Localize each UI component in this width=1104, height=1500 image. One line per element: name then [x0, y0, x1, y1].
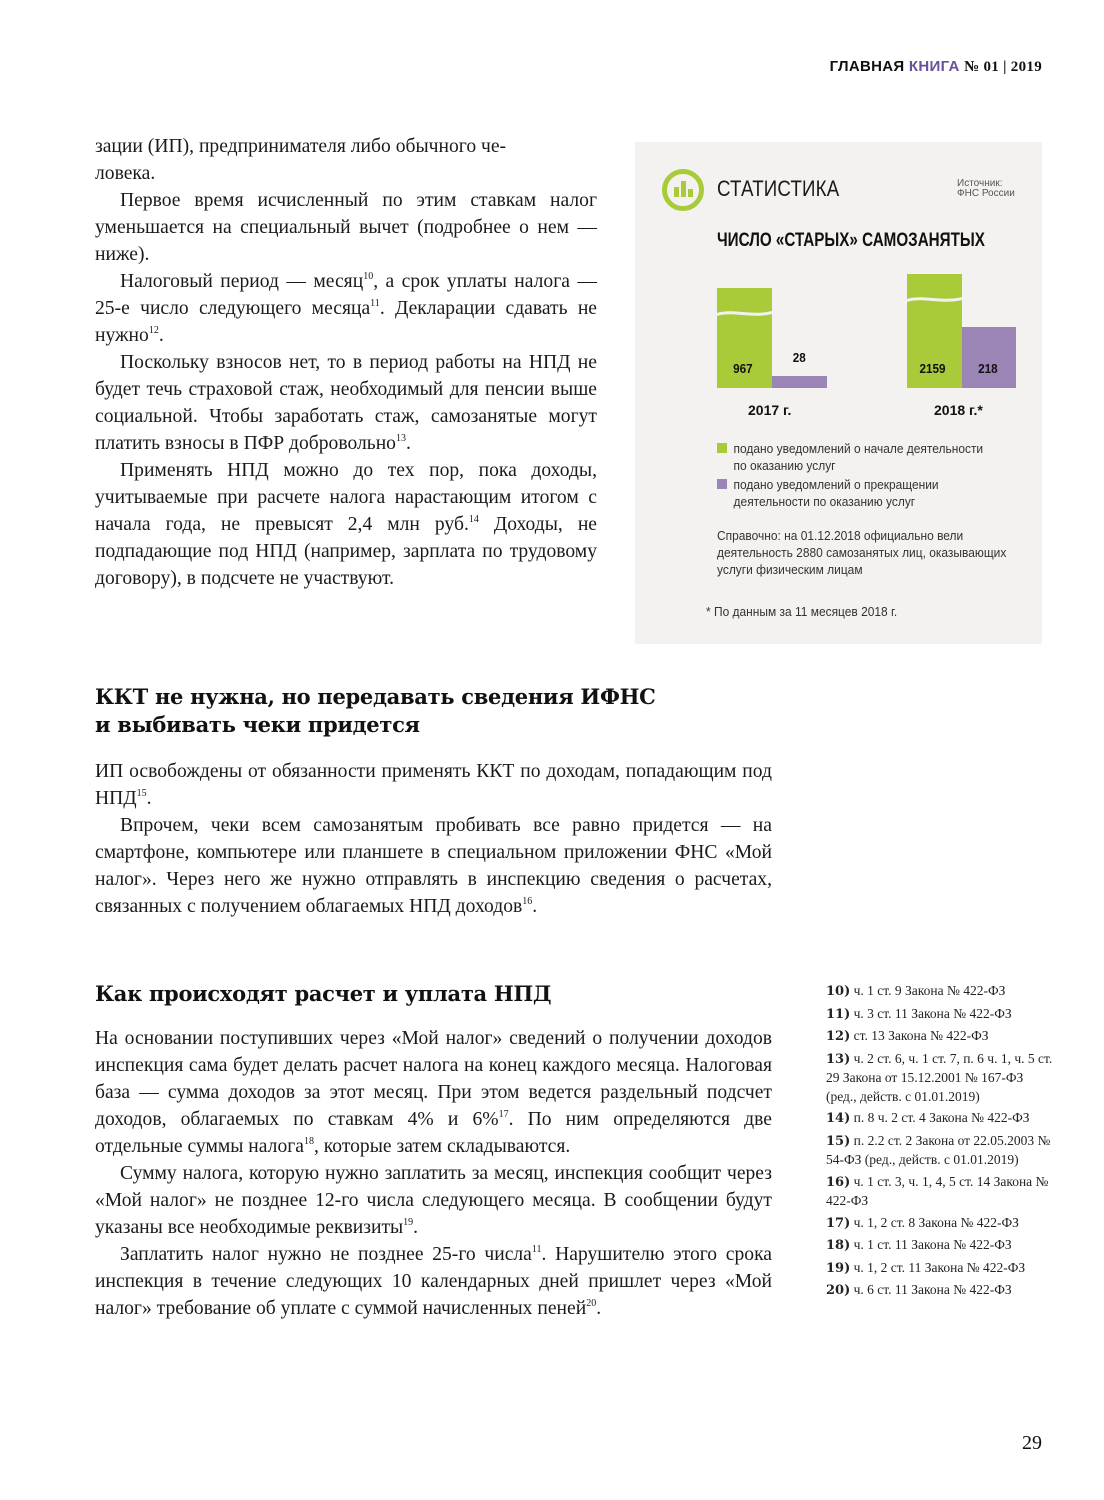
footnote-ref[interactable]: 11 — [531, 1244, 542, 1255]
paragraph: Заплатить налог нужно не позднее 25-го числа$^{11}$. Нарушителю этого срока инспекция в течение следующих 10 календарных дней пришлет через «Мой налог» требование об уплате с суммой начисленных пеней$^{20}$. — [95, 1244, 772, 1319]
footnote-ref[interactable]: 14 — [468, 514, 479, 525]
paragraph: Впрочем, чеки всем самозанятым пробивать все равно придется — на смартфоне, компьютере или планшете в специальном приложении ФНС «Мой налог». Через него же нужно отправлять в инспекцию сведения о расчетах, связанных с получением облагаемых НПД доходов$^{16}$. — [95, 815, 772, 917]
footnote-ref[interactable]: 11 — [370, 298, 380, 309]
paragraph: Первое время исчисленный по этим ставкам налог уменьшается на специальный вычет (подробнее о нем — ниже). — [95, 190, 597, 265]
page-number: 29 — [1022, 1432, 1042, 1454]
bar-2017-stop — [772, 376, 827, 388]
paragraph: На основании поступивших через «Мой налог» сведений о получении доходов инспекция сама будет делать расчет налога на конец каждого месяца. Налоговая база — сумма доходов за этот месяц. При этом ведется раздельный подсчет доходов, облагаемых по ставкам 4% и 6%$^{17}$. По ним определяются две отдельные суммы налога$^{18}$, которые затем складываются. — [95, 1028, 772, 1157]
section-heading: Как происходят расчет и уплата НПД — [95, 981, 552, 1006]
footnote-item: 10) ч. 1 ст. 9 Закона № 422-ФЗ — [826, 983, 1006, 999]
paragraph: Сумму налога, которую нужно заплатить за месяц, инспекция сообщит через «Мой налог» не позднее 12-го числа следующего месяца. В сообщении будут указаны все необходимые реквизиты$^{19}$. — [95, 1163, 772, 1238]
article-column-top — [95, 133, 597, 592]
statistics-box — [635, 142, 1042, 644]
footnote-item: 20) ч. 6 ст. 11 Закона № 422-ФЗ — [826, 1282, 1012, 1298]
bar-chart-icon — [662, 169, 704, 211]
paragraph: Поскольку взносов нет, то в период работы на НПД не будет течь страховой стаж, необходимый для пенсии выше социальной. Чтобы заработать стаж, самозанятые могут платить взносы в ПФР добровольно$^{13}$. — [95, 352, 597, 454]
chart-title: ЧИСЛО «СТАРЫХ» САМОЗАНЯТЫХ — [717, 230, 985, 251]
footnotes-sidebar — [826, 982, 1056, 1304]
footnote-item: 18) ч. 1 ст. 11 Закона № 422-ФЗ — [826, 1237, 1012, 1253]
footnote-item: 19) ч. 1, 2 ст. 11 Закона № 422-ФЗ — [826, 1259, 1026, 1276]
stats-label: СТАТИСТИКА — [717, 176, 840, 201]
bar-2018-stop — [962, 327, 1016, 388]
footnote-ref[interactable]: 19 — [403, 1217, 414, 1228]
footnote-ref[interactable]: 16 — [522, 896, 533, 907]
bar-value: 967 — [733, 361, 753, 376]
bar-value: 218 — [978, 361, 998, 376]
issue-number: № 01 | 2019 — [964, 59, 1042, 75]
section-body — [95, 758, 772, 920]
paragraph: зации (ИП), предпринимателя либо обычного че- ловека. — [95, 136, 507, 184]
paragraph: Применять НПД можно до тех пор, пока доходы, учитываемые при расчете налога нарастающим итогом с начала года, не превысят 2,4 млн руб.$^{14}$ Доходы, не подпадающие под НПД (например, зарплата по трудовому договору), в подсчете не участвуют. — [95, 460, 597, 589]
section-heading: ККТ не нужна, но передавать сведения ИФНС и выбивать чеки придется — [95, 684, 656, 737]
legend-item: подано уведомлений о прекращении деятельности по оказанию услуг — [717, 476, 1017, 510]
section-body — [95, 1025, 772, 1322]
bar-value: 2159 — [919, 361, 946, 376]
chart-footnote: * По данным за 11 месяцев 2018 г. — [706, 604, 898, 619]
footnote-item: 13) ч. 2 ст. 6, ч. 1 ст. 7, п. 6 ч. 1, ч. 5 ст. 29 Закона от 15.12.2001 № 167-ФЗ (ред., действ. с 01.01.2019) — [826, 1050, 1053, 1104]
running-header — [830, 58, 1042, 76]
footnote-ref[interactable]: 17 — [498, 1109, 509, 1120]
stats-source: Источник: ФНС России — [957, 178, 1015, 199]
paragraph: Налоговый период — месяц$^{10}$, а срок уплаты налога — 25-е число следующего месяца$^{11}$. Декларации сдавать не нужно$^{12}$. — [95, 271, 597, 346]
footnote-ref[interactable]: 10 — [363, 271, 374, 282]
footnote-ref[interactable]: 18 — [303, 1136, 314, 1147]
footnote-item: 15) п. 2.2 ст. 2 Закона от 22.05.2003 № 54-ФЗ (ред., действ. с 01.01.2019) — [826, 1132, 1051, 1167]
footnote-ref[interactable]: 20 — [586, 1298, 597, 1309]
footnote-item: 11) ч. 3 ст. 11 Закона № 422-ФЗ — [826, 1005, 1012, 1022]
paragraph: ИП освобождены от обязанности применять ККТ по доходам, попадающим под НПД$^{15}$. — [95, 761, 772, 809]
footnote-ref[interactable]: 13 — [395, 433, 406, 444]
brand-name-part2: КНИГА — [908, 58, 960, 75]
legend-item: подано уведомлений о начале деятельности по оказанию услуг — [717, 440, 1017, 474]
brand-name-part1: ГЛАВНАЯ — [829, 58, 905, 75]
footnote-item: 16) ч. 1 ст. 3, ч. 1, 4, 5 ст. 14 Закона № 422-ФЗ — [826, 1173, 1049, 1208]
footnote-item: 17) ч. 1, 2 ст. 8 Закона № 422-ФЗ — [826, 1214, 1019, 1231]
bar-value: 28 — [792, 350, 806, 365]
footnote-ref[interactable]: 12 — [148, 325, 159, 336]
reference-note: Справочно: на 01.12.2018 официально вели деятельность 2880 самозанятых лиц, оказывающих услуги физическим лицам — [717, 528, 1007, 577]
footnote-item: 12) ст. 13 Закона № 422-ФЗ — [826, 1028, 989, 1044]
footnote-ref[interactable]: 15 — [136, 788, 147, 799]
category-label: 2017 г. — [748, 402, 792, 418]
category-label: 2018 г.* — [934, 402, 983, 418]
footnote-item: 14) п. 8 ч. 2 ст. 4 Закона № 422-ФЗ — [826, 1110, 1030, 1126]
